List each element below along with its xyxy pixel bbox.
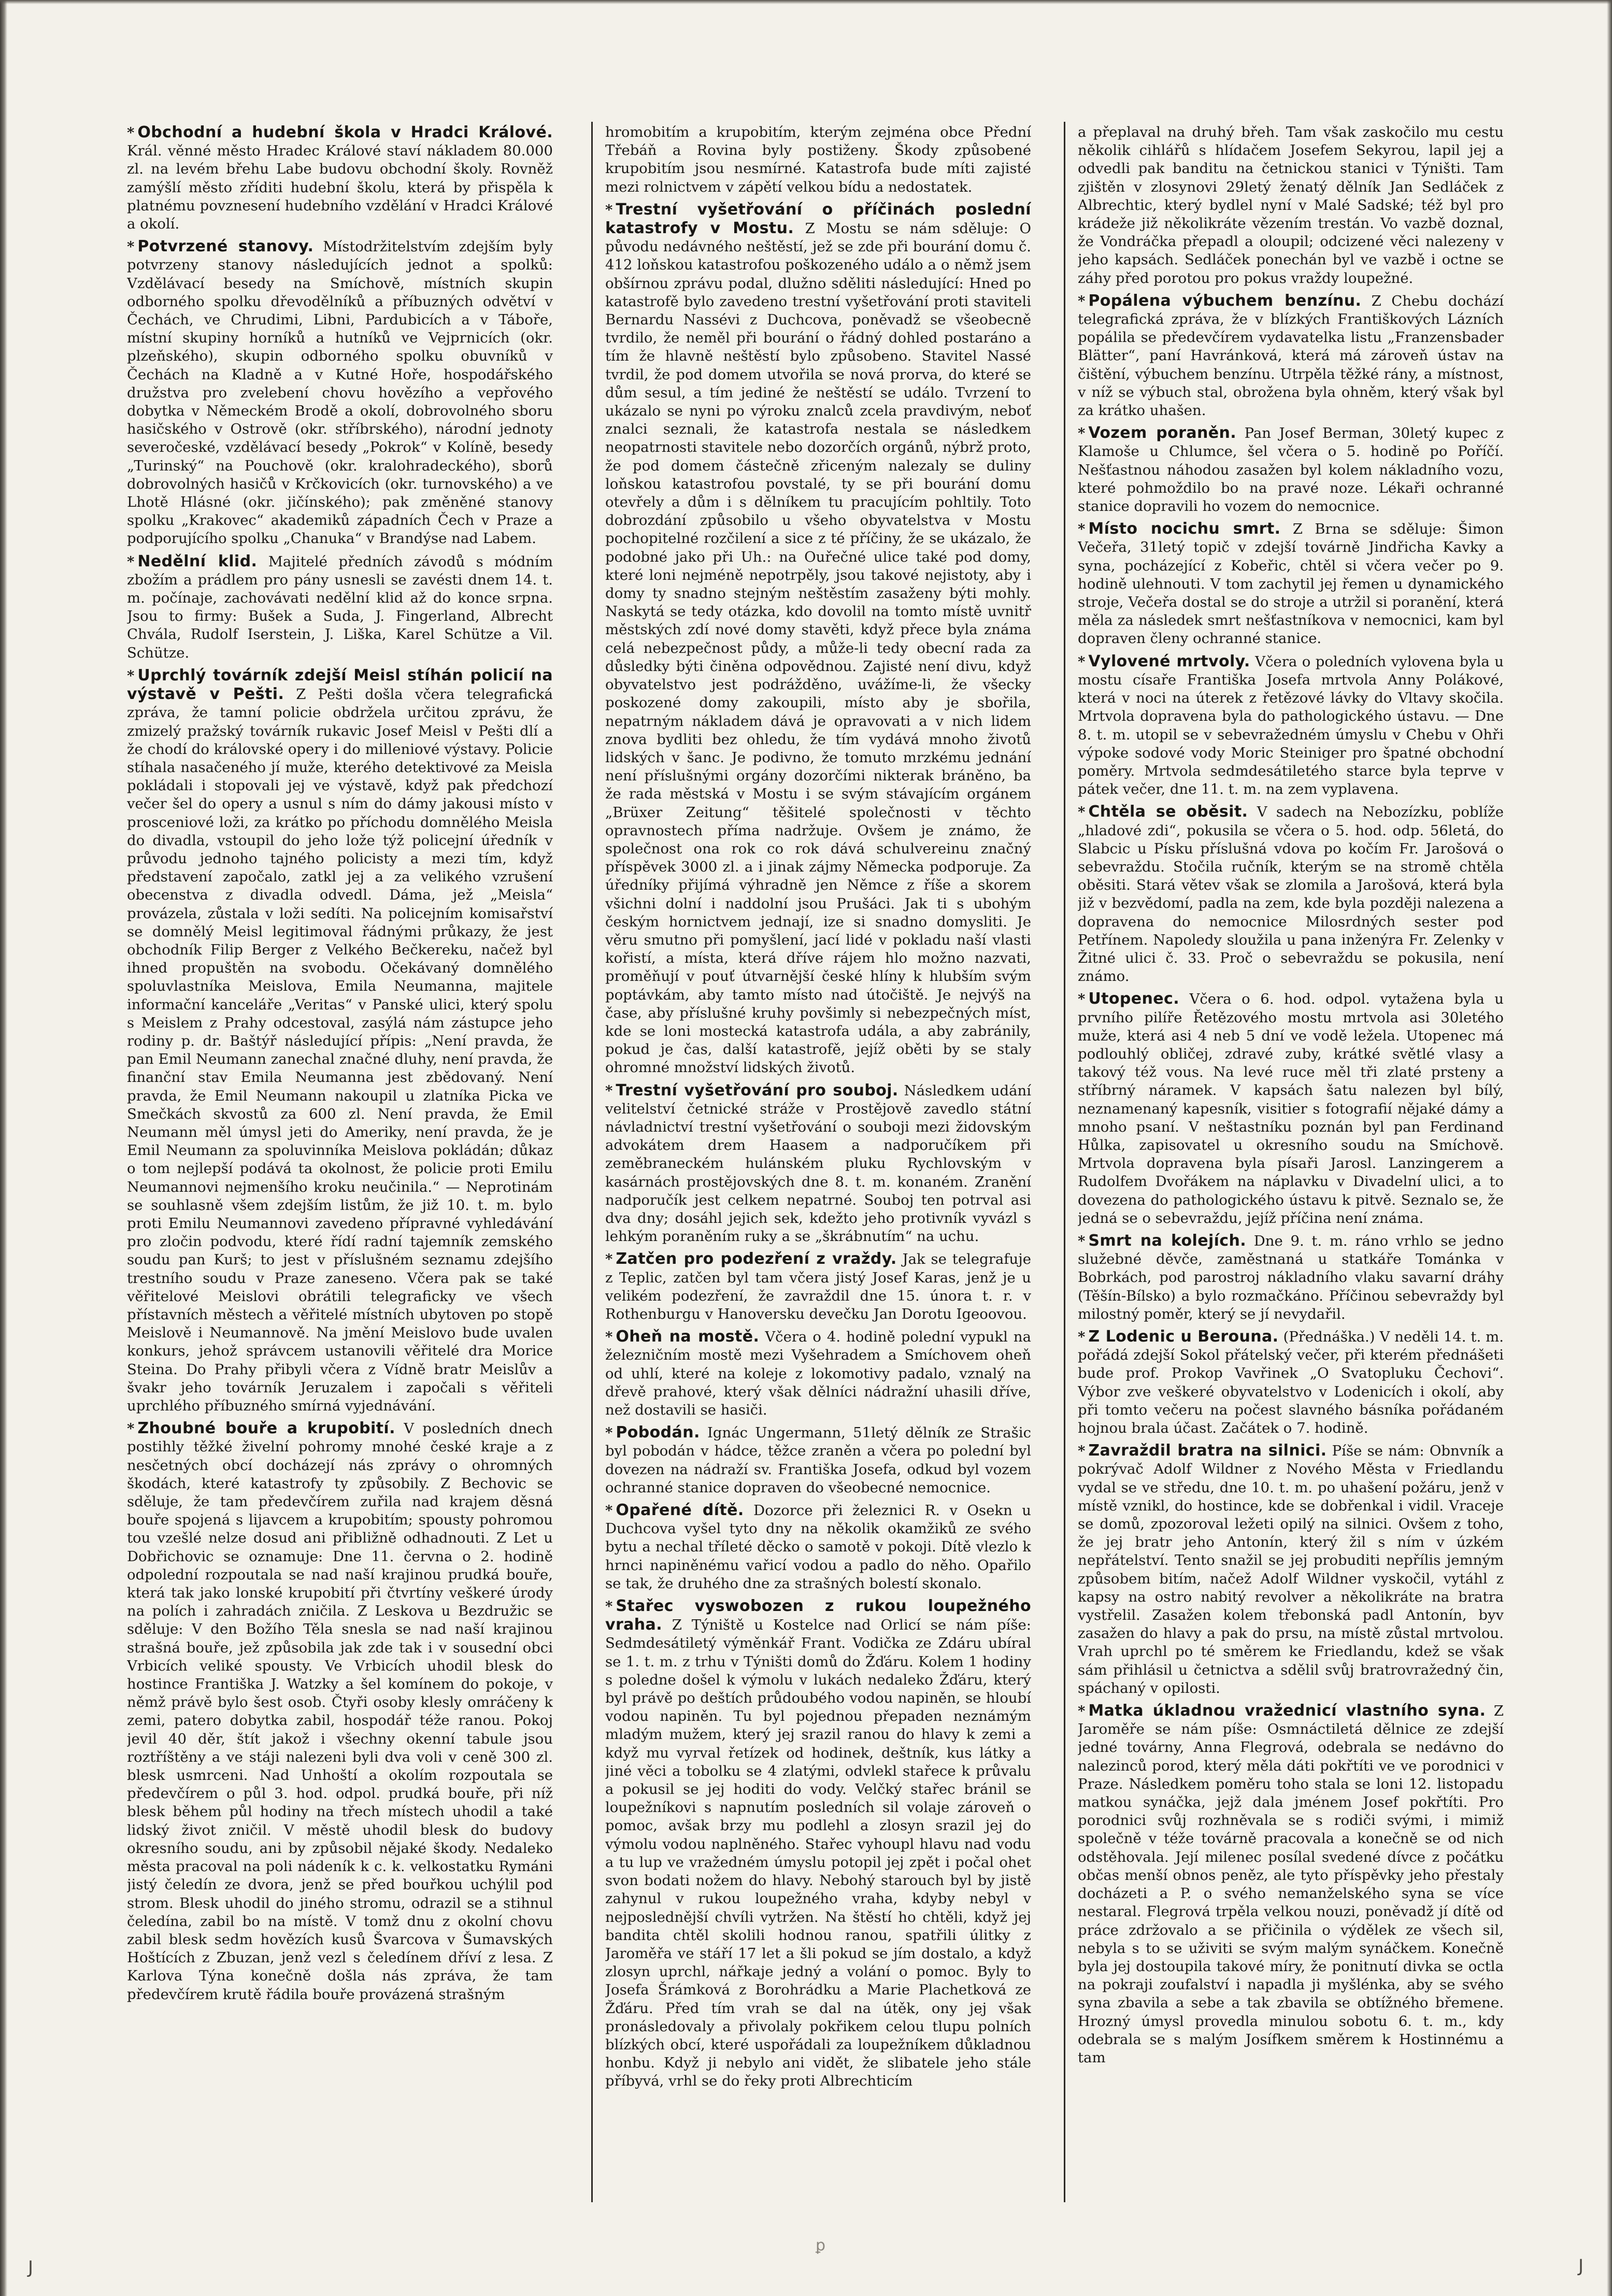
article <box>1078 652 1504 799</box>
article-bullet: * <box>605 1251 613 1268</box>
article <box>605 1597 1031 2090</box>
article <box>1078 990 1504 1228</box>
article <box>1078 1328 1504 1437</box>
article-bullet: * <box>1078 1232 1086 1249</box>
article-bullet: * <box>605 1082 613 1099</box>
article-body: Jak se telegrafuje z Teplic, zatčen byl tam včera jistý Josef Karas, jenž je u velikém podezření, že zavraždil dne 15. února t. r. v Rothenburgu v Hanoversku devečku Jan Dorotu Igeoovou. <box>605 1251 1031 1322</box>
scan-edge-right <box>1607 0 1612 2296</box>
article-body: Z Chebu dochází telegrafická zpráva, že v blízkých Františkových Lázních popálila se předevčírem vydavatelka listu „Franzensbader Blätter“, paní Havránková, která má zároveň ústav na čištění, výbuchem benzínu. Utrpěla těžké rány, a místnost, v níž se výbuch stal, obrožena byla ohněm, který však byl za krátko uhašen. <box>1078 292 1504 419</box>
article <box>1078 1232 1504 1323</box>
scan-edge-top <box>0 0 1612 4</box>
article-headline: Zhoubné bouře a krupobití. <box>137 1419 395 1438</box>
article-bullet: * <box>1078 1329 1086 1345</box>
article-headline: Vylovené mrtvoly. <box>1088 652 1250 671</box>
article-bullet: * <box>605 1598 613 1615</box>
article-bullet: * <box>1078 804 1086 821</box>
article-body: Z Pešti došla včera telegrafická zpráva, že tamní policie obdržela určitou zprávu, že zmizelý pražský továrník rukavic Josef Meisl v Pešti dlí a že chodí do královské opery i do milleniové výstavy. Policie stíhala nasačeného jí muže, kterého detektivové za Meisla pokládali i stopovali jej ve výstavě, když pak předchozí večer šel do opery a usnul s ním do dámy jakousi místo v prosceniové loži, za krátko po příchodu domnělého Meisla do divadla, vstoupil do jeho lože týž policejní úředník v průvodu jednoho tajného policisty a mezi tím, když představení započalo, zatkl jej a za velikého vzrušení obecenstva z divadla odvedl. Dáma, jež „Meisla“ provázela, zůstala v loži sedíti. Na policejním komisařství se domnělý Meisl legitimoval řádnými průkazy, že jest obchodník Filip Berger z Velkého Bečkereku, načež byl ihned propuštěn na svobodu. Očekávaný domnělého spoluvlastníka Meislova, Emila Neumanna, majitele informační kanceláře „Veritas“ v Panské ulici, který spolu s Meislem z Prahy odcestoval, zasýlá nám zástupce jeho rodiny p. dr. Baštýř následující přípis: „Není pravda, že pan Emil Neumann zanechal značné dluhy, není pravda, že finanční stav Emila Neumanna jest zbědovaný. Není pravda, že Emil Neumann nakoupil u zlatníka Picka ve Smečkách skvostů za 600 zl. Není pravda, že Emil Neumann měl úmysl jeti do Ameriky, není pravda, že je Emil Neumann za spoluvinníka Meislova pokládán; důkaz o tom nejlepší podává ta okolnost, že policie proti Emilu Neumannovi nejmenšího kroku neučinila.“ — Neprotinám se souhlasně všem zdejším listům, že již 10. t. m. bylo proti Emilu Neumannovi zavedeno přípravné vyhledávání pro zločin podvodu, které řídí radní tajemník zemského soudu pan Kurš; to jest v příslušném seznamu zdejšího trestního soudu v Praze zaneseno. Včera pak se také věřitelové Meislovi obrátili telegraficky ve všech přístavních městech a věřitelé místních ubytoven po stopě Meislově i Neumannově. Na jmění Meislovo bude uvalen konkurs, jehož správcem ustanovili věřitelé dra Morice Steina. Do Prahy přibyli včera z Vídně bratr Meislův a švakr jeho továrník Jeruzalem i započali s věřiteli uprchlého příbuzného smírná vyjednávání. <box>127 686 553 1415</box>
article-body: Pan Josef Berman, 30letý kupec z Klamoše u Chlumce, šel včera o 5. hodině po Poříčí. Nešťastnou náhodou zasažen byl kolem nákladního vozu, které pohmoždilo bo na pravé noze. Lékaři ochranné stanice dopravili ho vozem do nemocnice. <box>1078 425 1504 515</box>
article-headline: Utopenec. <box>1088 990 1180 1008</box>
article <box>605 1423 1031 1497</box>
article-body: Následkem udání velitelství četnické stráže v Prostějově zavedlo státní návladnictví trestní vyšetřování o souboji mezi židovským advokátem drem Haasem a nadporučíkem při zeměbraneckém hulánském pluku Rychlovským v kasárnách prostějovských dne 8. t. m. konaném. Zranění nadporučík jest celkem nepatrné. Souboj ten potrval asi dva dny; dosáhl jejich sek, kdežto jeho protivník vyvázl s lehkým poraněním ruky a se „škrábnutím“ na uchu. <box>605 1082 1031 1245</box>
article-bullet: * <box>1078 1443 1086 1460</box>
scan-mark-right: J <box>1578 2256 1584 2276</box>
article <box>127 666 553 1415</box>
article-body: Píše se nám: Obnvník a pokrývač Adolf Wildner z Nového Města v Friedlandu vydal se ve středu, dne 10. t. m. po uhašení požáru, jenž v místě vznikl, do hostince, kde se dobřenkal i vidil. Vraceje se domů, zpozoroval ležeti opilý na silnici. Ovšem z toho, že jej bratr jeho Antonín, který žil s ním v úzkém nepřátelství. Tento snažil se jej probuditi nepřílis jemným způsobem bitím, načež Adolf Wildner vyskočil, vytáhl z kapsy na ostro nabitý revolver a několikráte na bratra vystřelil. Zasažen kolem třebonská padl Antonín, byv zasažen do hlavy a pak do prsu, na místě zůstal mrtvolou. Vrah uprchl po té směrem ke Friedlandu, kdež se však sám přihlásil u četnictva a sdělil svůj bratrovražedný čin, spáchaný v opilosti. <box>1078 1443 1504 1696</box>
article <box>127 237 553 548</box>
article-body: Z Týniště u Kostelce nad Orlicí se nám píše: Sedmdesátiletý výměnkář Frant. Vodička ze Zdáru ubíral se 1. t. m. z trhu v Týništi domů do Žďáru. Kolem 1 hodiny s poledne došel k výmolu v lukách nedaleko Žďáru, který byl právě po deštích průdoubého vodou napiněn, se hloubí vodou napiněn. Tu byl pojednou přepaden neznámým mladým mužem, který jej srazil ranou do hlavy k zemi a když mu vyrval řetízek od hodinek, deštník, kus látky a jiné věci a tobolku se 4 zlatými, odvlekl stařece k průvalu a pokusil se jej hoditi do vody. Velčký stařec bránil se loupežníkovi s napnutím posledních sil volaje zároveň o pomoc, avšak brzy mu podlehl a zlosyn srazil jej do výmolu vodou naplněného. Stařec vyhoupl hlavu nad vodu a tu lup ve vražedném úmyslu potopil jej zpět i počal ohet svon bodati nožem do hlavy. Nebohý starouch byl by jistě zahynul v rukou loupežného vraha, kdyby nebyl v nejposlednější chvíli vytržen. Na štěstí ho chtěli, když jej bandita chtěl skolili hodnou ranou, spatřili úlitky z Jaroměřa ve stáří 17 let a šli pokud se jím dostalo, a když zlosyn uprchl, nářkaje jedný a volání o pomoc. Byly to Josefa Šrámková z Borohrádku a Marie Plachetková ze Žďáru. Před tím vrah se dal na útěk, ony jej však pronásledovaly a přivolaly pokřikem celou tlupu polních blízkých obcí, které uspořádali za loupežníkem důkladnou honbu. Když ji nebylo ani vidět, že slibatele jeho stále příbyvá, vrhl se do řeky proti Albrechticím <box>605 1617 1031 2090</box>
article-body: Z Brna se sděluje: Šimon Večeřa, 31letý topič v zdejší továrně Jindřicha Kavky a syna, pocházející z Kobeřic, chtěl si včera večer po 9. hodině ulehnouti. V tom zachytil jej řemen u dynamického stroje, Večeřa dostal se do stroje a utržil si poranění, která měla za následek smrt nešťastníkova v nemocnici, kam byl dopraven členy ochranné stanice. <box>1078 521 1504 647</box>
column-3 <box>1078 123 1504 2201</box>
article-bullet: * <box>1078 1703 1086 1720</box>
article-headline: Pobodán. <box>616 1423 700 1442</box>
article-headline: Trestní vyšetřování o příčinách poslední katastrofy v Mostu. <box>605 200 1031 238</box>
article-bullet: * <box>1078 425 1086 442</box>
article-bullet: * <box>1078 653 1086 670</box>
article-body: V posledních dnech postihly těžké živelní pohromy mnohé české kraje a z nesčetných obcí docházejí nás zprávy o ohromných škodách, které katastrofy ty způsobily. Z Bechovic se sděluje, že tam předevčírem zuřila nad krajem děsná bouře spojená s lijavcem a krupobitím; spousty pohromou tou vzešlé nelze dosud ani přibližně odhadnouti. Z Let u Dobřichovic se oznamuje: Dne 11. června o 2. hodině odpolední rozpoutala se nad naší krajinou prudká bouře, která tak jako lonské krupobití při čtvrtíny veškeré úrody na polích i zahradách zničila. Z Leskova u Bezdružic se sděluje: V den Božího Těla snesla se nad naší krajinou strašná bouře, jež způsobila jak zde tak i v sousední obci Vrbicích veliké spousty. Ve Vrbicích uhodil blesk do hostince Františka J. Watzky a šel komínem do pokoje, v němž právě bylo šest osob. Čtyři osoby klesly omráčeny k zemi, patero dobytka zabil, hospodář téže ranou. Pokoj jevil 40 děr, štít jakož i všechny okenní tabule jsou roztříštěny a ve stáji nalezeni byli dva voli v ceně 300 zl. blesk usmrceni. Nad Unhoští a okolím rozpoutala se předevčírem o půl 3. hod. odpol. prudká bouře, při níž blesk během půl hodiny na třech místech uhodil a také lidský život zničil. V městě uhodil blesk do budovy okresního soudu, ani by způsobil nějaké škody. Nedaleko města pracoval na poli nádeník k c. k. velkostatku Rymáni jistý čeledín ze dvora, jenž se před bouřkou uchýlil pod strom. Blesk uhodil do jiného stromu, odrazil se a stihnul čeledína, zabil bo na místě. V tomž dnu z okolní chovu zabil blesk sedm hovězích kusů Švarcova v Šumavských Hoštících z Zbuzan, jenž vezl s čeledínem dříví z lesa. Z Karlova Týna konečně došla nás zpráva, že tam předevčírem krutě řádila bouře provázená strašným <box>127 1420 553 2003</box>
article-bullet: * <box>605 1329 613 1346</box>
article <box>127 1419 553 2004</box>
article-body: V sadech na Nebozízku, poblíže „hladové zdi“, pokusila se včera o 5. hod. odp. 56letá, do Slabcic u Písku příslušná vdova po kočím Fr. Jarošová o sebevraždu. Stočila ručník, kterým se na stromě chtěla oběsiti. Stará větev však se zlomila a Jarošová, která byla již v bezvědomí, padla na zem, kde byla později nalezena a dopravena do nemocnice Milosrdných sester pod Petřínem. Napoledy sloužila u pana inženýra Fr. Zelenky v Žitné ulici č. 33. Proč o sebevraždu se pokusila, není známo. <box>1078 804 1504 985</box>
scan-mark-left: J <box>28 2257 34 2278</box>
article-headline: Oheň na mostě. <box>616 1328 760 1346</box>
article-bullet: * <box>1078 521 1086 538</box>
article-headline: Uprchlý továrník zdejší Meisl stíhán policií na výstavě v Pešti. <box>127 666 553 704</box>
column-rule <box>1064 122 1065 2202</box>
article <box>127 123 553 233</box>
article-headline: Zavraždil bratra na silnici. <box>1088 1442 1327 1460</box>
article <box>1078 520 1504 648</box>
article-headline: Z Lodenic u Berouna. <box>1088 1328 1279 1346</box>
article <box>605 123 1031 196</box>
column-1 <box>127 123 553 2201</box>
article <box>605 1250 1031 1323</box>
article-headline: Stařec vyswobozen z rukou loupežného vraha. <box>605 1597 1031 1634</box>
article-bullet: * <box>1078 292 1086 309</box>
article <box>127 552 553 662</box>
article-bullet: * <box>605 1424 613 1442</box>
article-body: a přeplaval na druhý břeh. Tam však zaskočilo mu cestu několik cihlářů s hlídačem Josefem Sekyrou, lapil jej a odvedli pak banditu na četnickou stanici v Týništi. Tam zjištěn v zlosynovi 29letý ženatý dělník Jan Sedláček z Albrechtic, který bydlel nyní v Malé Sadské; též byl pro krádeže již několikráte vězením trestán. Vo vazbě doznal, že Vondráčka přepadl a oloupil; odcizené věci nalezeny v jeho kapsách. Sedláček ponechán byl ve vazbě i octne se záhy před porotou pro pokus vraždy loupežné. <box>1078 124 1504 287</box>
article-bullet: * <box>605 201 613 218</box>
article <box>1078 1442 1504 1698</box>
article-body: Ignác Ungermann, 51letý dělník ze Strašic byl pobodán v hádce, těžce zraněn a včera po polední byl dovezen na nádraží sv. Františka Josefa, odkud byl vozem ochranné stanice dopraven do všeobecné nemocnice. <box>605 1424 1031 1496</box>
article-headline: Vozem poraněn. <box>1088 424 1237 443</box>
article-body: Včera o poledních vylovena byla u mostu císaře Františka Josefa mrtvola Anny Polákové, která v noci na úterek z řetězové lávky do Vltavy skočila. Mrtvola dopravena byla do pathologického ústavu. — Dne 8. t. m. utopil se v sebevražedném úmyslu v Chebu v Ohři výpoke sodové vody Moric Steiniger pro špatné obchodní poměry. Mrtvola sedmdesátiletého starce byla teprve v pátek večer, dne 11. t. m. na zem vyplavena. <box>1078 653 1504 798</box>
scan-edge-left <box>0 0 7 2296</box>
column-2 <box>605 123 1031 2201</box>
article-headline: Matka úkladnou vražednicí vlastního syna. <box>1088 1702 1486 1720</box>
article <box>1078 803 1504 986</box>
article-bullet: * <box>127 1420 135 1437</box>
article-bullet: * <box>127 238 135 255</box>
article-headline: Popálena výbuchem benzínu. <box>1088 291 1362 310</box>
article-headline: Obchodní a hudební škola v Hradci Králové. <box>137 123 553 141</box>
article-headline: Místo nocichu smrt. <box>1088 520 1281 538</box>
article-bullet: * <box>127 553 135 570</box>
article-headline: Opařené dítě. <box>616 1501 744 1520</box>
article-body: Včera o 6. hod. odpol. vytažena byla u prvního pilíře Řetězového mostu mrtvola asi 30letého muže, která asi 4 neb 5 dní ve vodě ležela. Utopenec má podlouhlý obličej, zdravé zuby, krátké světlé vlasy a takový též vous. Na levé ruce měl tři zlaté prsteny a stříbrný náramek. V kapsách šatu nalezen byl bílý, neznamenaný kapesník, visitier s fotografií nějaké dámy a mnoho psaní. V neštastníku poznán byl pan Ferdinand Hůlka, zapisovatel u okresního soudu na Smíchově. Mrtvola dopravena byla písaři Jarosl. Lanzingerem a Rudolfem Dvořákem na náplavku v Divadelní ulici, a to dovezena do pathologického ústavu k pitvě. Seznalo se, že jedná se o sebevraždu, jejíž příčina není známa. <box>1078 991 1504 1227</box>
article-body: Z Jaroměře se nám píše: Osmnáctiletá dělnice ze zdejší jedné továrny, Anna Flegrová, odebrala se nedávno do nalezinců porod, který měla dáti pokřtíti ve ve porodnici v Praze. Následkem poměru toho stala se loni 12. listopadu matkou synáčka, jejž dala jménem Josef pokřtíti. Pro porodnici svůj rozhněvala se s rodiči svými, i mimiž společně v téže továrně pracovala a konečně se od nich odstěhovala. Její milenec posílal svedené dívce z počátku občas menší obnos peněz, ale tyto příspěvky jeho přestaly docházeti a P. o svého nemanželského syna se více nestaral. Flegrová trpěla velkou nouzi, poněvadž jí dítě od práce zdržovalo a se přičinila o výdělek ze všech sil, nebyla s to se uživiti se svým malým synáčkem. Konečně byla jej dostoupila takové míry, že ponitnutí divka se octla na pokraji zoufalství i napadla ji myšlénka, aby se svého syna zbavila a sebe a tak zbavila se obtížného břemene. Hrozný úmysl provedla minulou sobotu 6. t. m., kdy odebrala se s malým Josífkem směrem k Hostinnému a tam <box>1078 1703 1504 2066</box>
article <box>1078 123 1504 288</box>
article-body: Dozorce při železnici R. v Osekn u Duchcova vyšel tyto dny na několik okamžiků ze svého bytu a nechal tříleté děcko o samotě v pokoji. Dítě vlezlo k hrnci napiněnému vařicí vodou a padlo do něho. Opařilo se tak, že druhého dne za strašných bolestí skonalo. <box>605 1502 1031 1592</box>
column-rule <box>591 122 593 2202</box>
article-body: Včera o 4. hodině polední vypukl na železničním mostě mezi Vyšehradem a Smíchovem oheň od uhlí, které na koleje z lokomotivy padalo, vznalý na dřevě prahové, který však dělníci nádražní uhasili dříve, než dostavili se hasiči. <box>605 1329 1031 1419</box>
article-bullet: * <box>605 1502 613 1519</box>
article <box>605 1081 1031 1246</box>
scan-mark-center: ꝑ <box>816 2236 826 2255</box>
article-bullet: * <box>127 667 135 684</box>
article-body: hromobitím a krupobitím, kterým zejména obce Přední Třebáň a Rovina byly postiženy. Škody způsobené krupobitím jsou nesmírné. Katastrofa bude míti zajisté mezi rolnictvem v zápětí velkou bídu a nedostatek. <box>605 124 1031 195</box>
article-headline: Nedělní klid. <box>137 552 258 571</box>
article <box>1078 1702 1504 2067</box>
article <box>605 1501 1031 1593</box>
article <box>605 1328 1031 1419</box>
article-headline: Potvrzené stanovy. <box>137 237 314 256</box>
article-bullet: * <box>127 124 135 141</box>
article <box>605 201 1031 1077</box>
article-body: (Přednáška.) V neděli 14. t. m. pořádá zdejší Sokol přátelský večer, při kterém přednášeti bude prof. Prokop Vavřinek „O Svatopluku Čechovi“. Výbor zve veškeré obyvatelstvo v Lodenicích i okolí, aby při tomto večeru na počest slavného básníka pořádaném hojnou brala účast. Začátek o 7. hodině. <box>1078 1329 1504 1437</box>
article <box>1078 292 1504 420</box>
article-body: Z Mostu se nám sděluje: O původu nedávného neštěstí, jež se zde při bourání domu č. 412 loňskou katastrofou poškozeného událo a o němž jsem obšírnou zprávu podal, dlužno sděliti následující: Hned po katastrofě bylo zavedeno trestní vyšetřování proti staviteli Bernardu Nassévi z Duchcova, poněvadž se všeobecně tvrdilo, že neměl při bourání o řádný dohled postaráno a tím že hlavně neštěstí bylo způsobeno. Stavitel Nassé tvrdil, že pod domem utvořila se nová prorva, do které se dům sesul, a tím jediné že neštěstí se událo. Tvrzení to ukázalo se nyni po výroku znalců zcela pravdivým, neboť znalci seznali, že katastrofa nestala se následkem neopatrnosti stavitele nebo dozorčích orgánů, nýbrž proto, že pod domem částečně zřiceným nalezaly se duliny loňskou katastrofou povstalé, ty se při bourání domu otevřely a dům i s dělníkem tu pracujícím pohltily. Toto dobrozdání způsobilo u všeho obyvatelstva v Mostu pochopitelné rozčilení a sice z té příčiny, že se ukázalo, že podobné jako při Uh.: na Ouřečné ulice také pod domy, které loni nejméně nepotrpěly, jsou takové nejistoty, aby i domy ty snadno stejným neštěstím zasaženy býti mohly. Naskytá se tedy otázka, kdo dovolil na tomto místě uvnitř městských zdí nové domy stavěti, když přece byla známa celá nebezpečnost půdy, a může-li tedy obecní rada za důsledky býti činěna odpovědnou. Zajisté není divu, když obyvatelstvo jest podrážděno, uvážíme-li, že všecky poskozené domy zakoupili, místo aby je sbořila, nepatrným nákladem dává je opravovati a v nich lidem znova bydliti bez ohledu, že tím vydává mnoho životů lidských v šanc. Je podivno, že tomuto mrzkému jednání není příslušnými orgány dozorčími nikterak bráněno, ba že rada městská v Mostu i se svým stávajícím orgánem „Brüxer Zeitung“ těšitelé společnosti v těchto opravnostech příma nadržuje. Ovšem je známo, že společnost ona rok co rok dává schulvereinu značný příspěvek 3000 zl. a i jinak zájmy Německa podporuje. Za úředníky přijímá výhradně jen Němce z říše a skorem všichni dolní i naddolní jsou Prušáci. Jak ti s ubohým českým hornictvem jednají, ize si snadno domysliti. Je věru smutno při pomyšlení, jací lidé v pokladu naší vlasti kořistí, a místa, která dříve rájem hlo možno nazvati, proměňují v pouť útvarnější české hlíny k hlubším svým poptávkám, aby tamto místo nad útočiště. Je nejvýš na čase, aby příslušné kruhy povšimly si nebezpečných míst, kde se loni mostecká katastrofa udála, a aby zabránily, pokud je čas, další katastrofě, jejíž oběti by se staly ohromné množství lidských životů. <box>605 220 1031 1076</box>
article-bullet: * <box>1078 991 1086 1008</box>
article-headline: Smrt na kolejích. <box>1088 1231 1247 1250</box>
article-body: Dne 9. t. m. ráno vrhlo se jedno služebné děvče, zaměstnaná u statkáře Tománka v Bobrkách, pod parostroj nákladního vlaku savarní dráhy (Těšín-Bílsko) a bylo rozmačkáno. Příčinou sebevraždy byl milostný poměr, který se jí nevydařil. <box>1078 1232 1504 1322</box>
article <box>1078 424 1504 516</box>
article-headline: Trestní vyšetřování pro souboj. <box>616 1081 898 1100</box>
article-headline: Chtěla se oběsit. <box>1088 803 1248 821</box>
article-headline: Zatčen pro podezření z vraždy. <box>616 1250 897 1268</box>
article-body: Majitelé předních závodů s módním zbožím a prádlem pro pány usnesli se zavésti dnem 14. t. m. počínaje, zachovávati nedělní klid až do konce srpna. Jsou to firmy: Bušek a Suda, J. Fingerland, Albrecht Chvála, Rudolf Iserstein, J. Liška, Karel Schütze a Vil. Schütze. <box>127 553 553 661</box>
article-body: Místodržitelstvím zdejším byly potvrzeny stanovy následujících jednot a spolků: Vzdělávací besedy na Smíchově, místních skupin odborného spolku dřevodělníků a příbuzných odvětví v Čechách, ve Chrudimi, Libni, Pardubicích a v Táboře, místní skupiny horníků a hutníků ve Vejprnicích (okr. plzeňského), skupin odborného spolku obuvníků v Čechách na Kladně a v Kutné Hoře, hospodářského družstva pro zvelebení chovu hovězího a vepřového dobytka v Německém Brodě a okolí, dobrovolného sboru hasičského v Ostrově (okr. stříbrského), národní jednoty severočeské, vzdělávací besedy „Pokrok“ v Kolíně, besedy „Turinský“ na Pouchově (okr. kralohradeckého), sborů dobrovolných hasičů v Krčkovicích (okr. turnovského) a ve Lhotě Hlásné (okr. jičínského); pak změněné stanovy spolku „Krakovec“ akademiků západních Čech v Praze a podporujícího spolku „Chanuka“ v Brandýse nad Labem. <box>127 238 553 547</box>
article-body: Král. věnné město Hradec Králové staví nákladem 80.000 zl. na levém břehu Labe budovu obchodní školy. Rovněž zamýšlí město zříditi hudební školu, která by přispěla k platnému povznesení hudebního vzdělání v Hradci Králové a okolí. <box>127 142 553 233</box>
